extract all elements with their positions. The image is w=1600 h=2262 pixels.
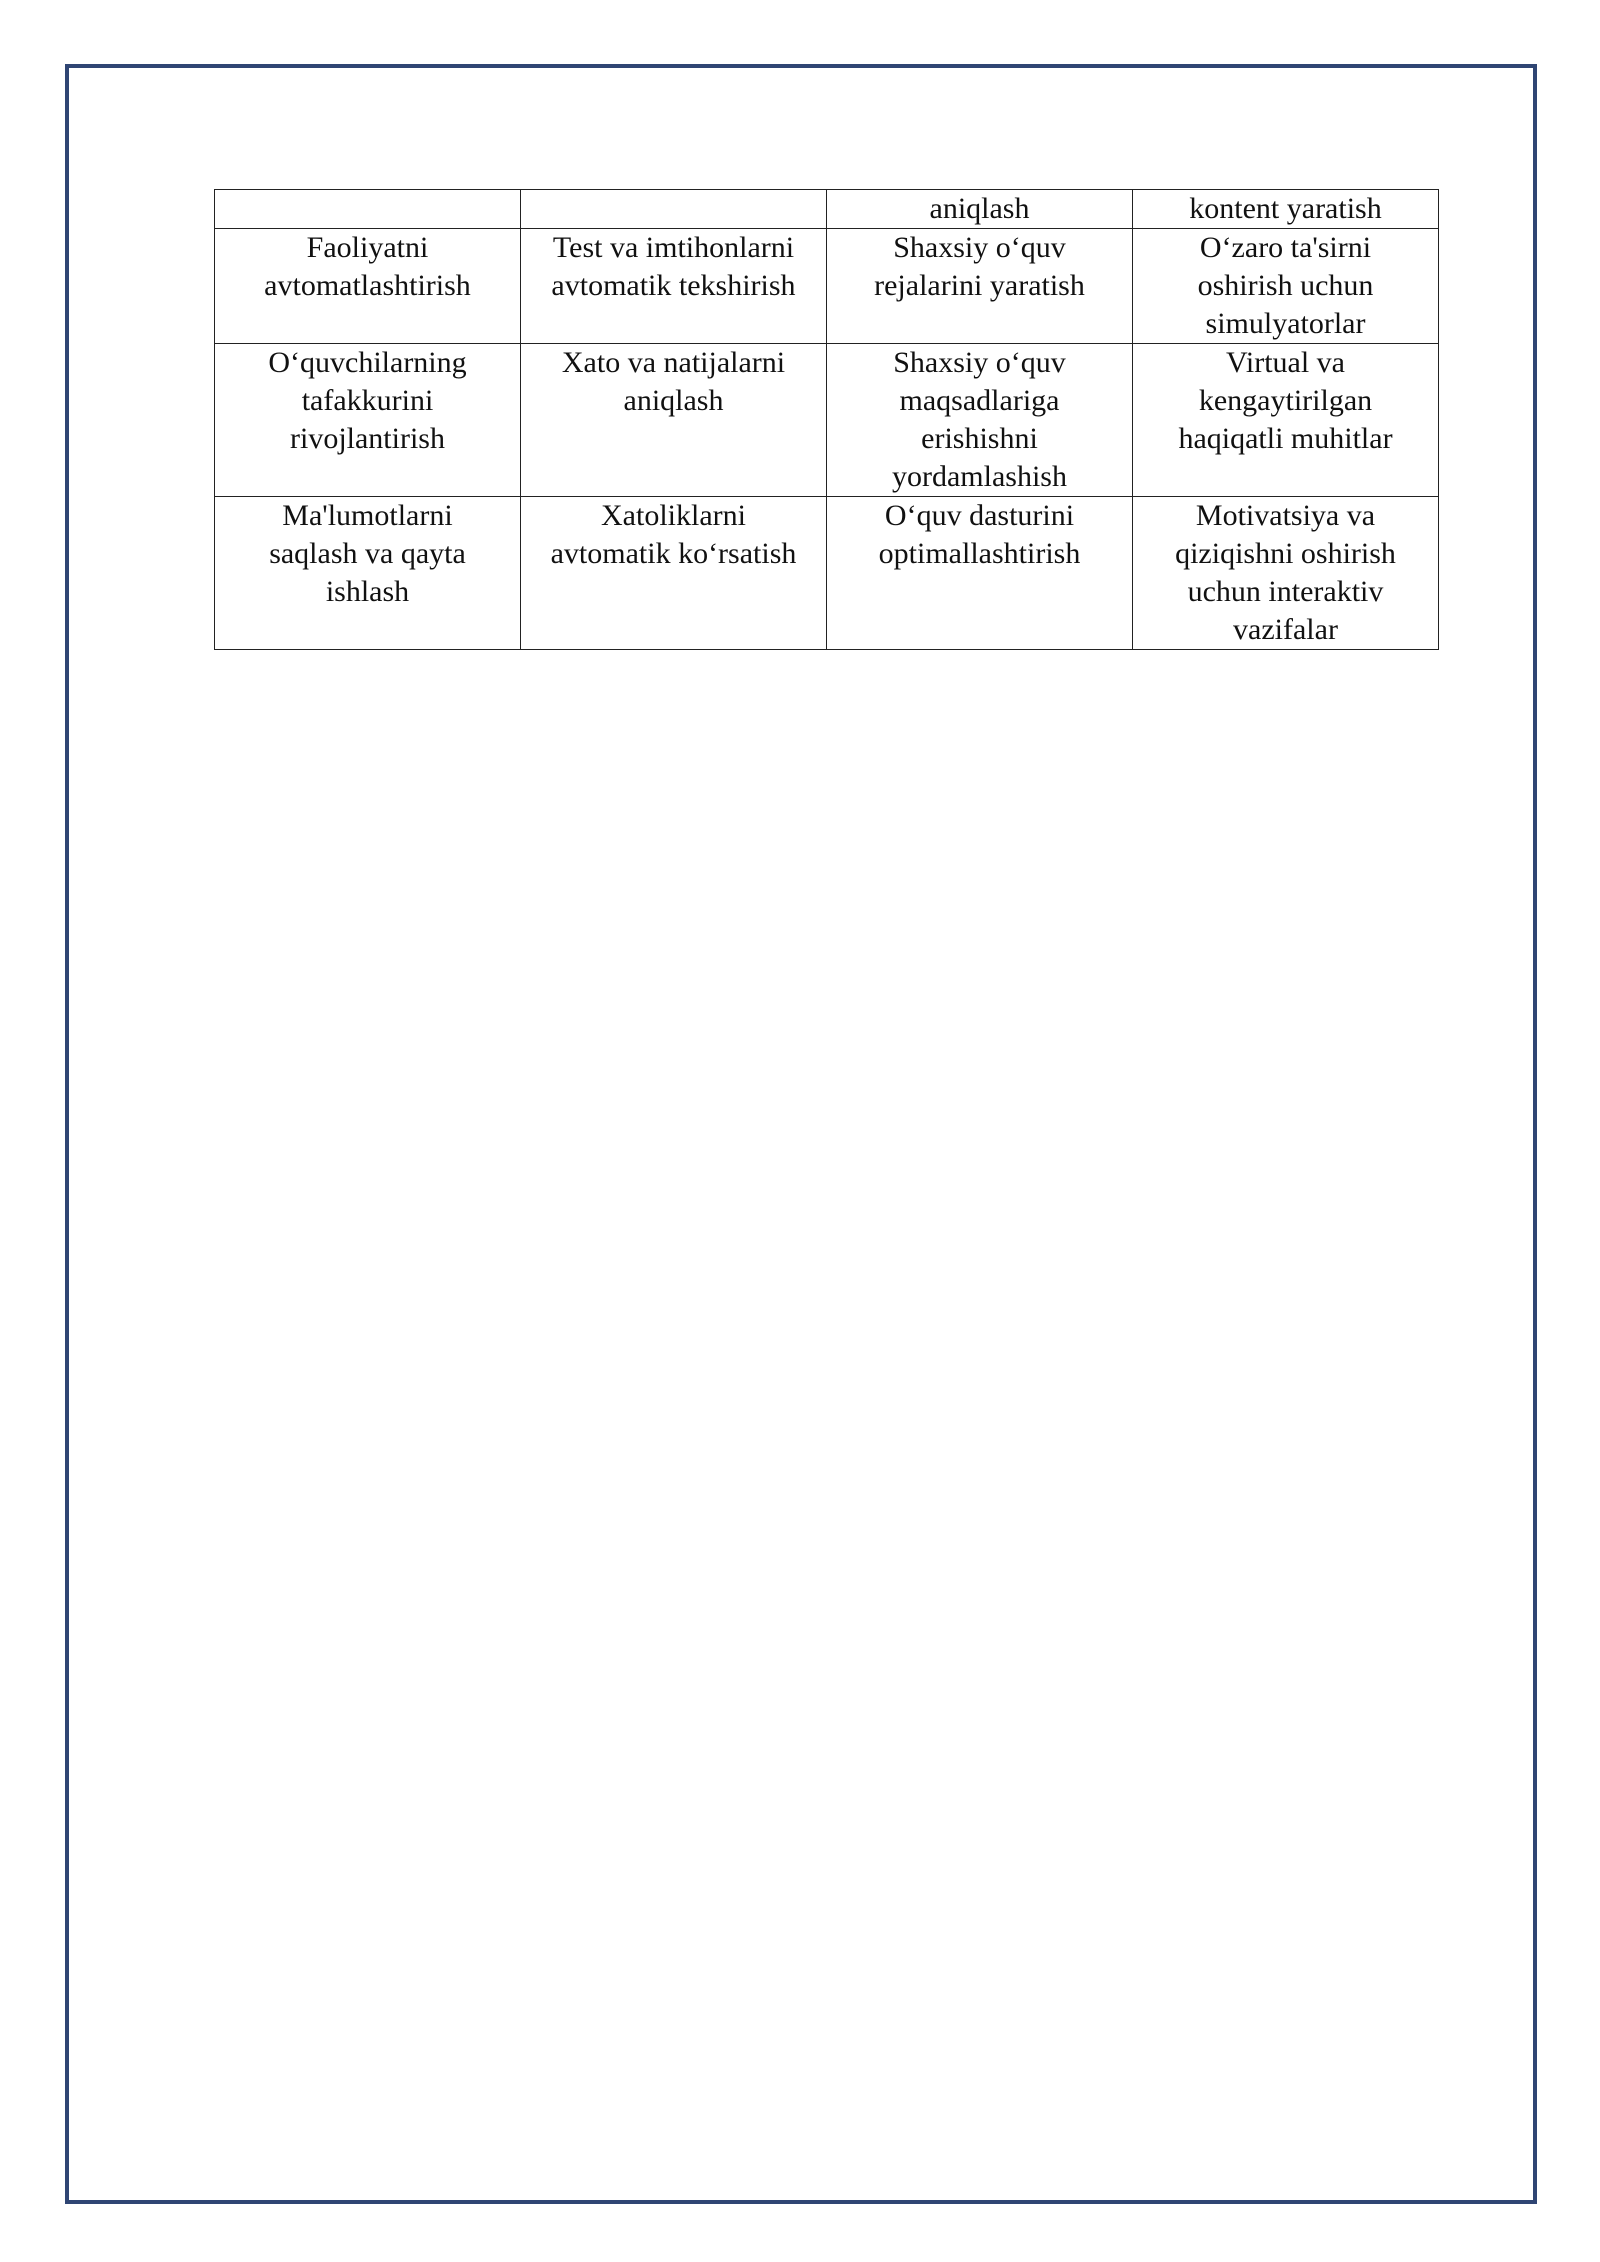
- table-row: [215, 497, 1439, 650]
- cell-text: erishishni: [921, 422, 1038, 455]
- table-cell: [521, 229, 827, 344]
- table-cell: [215, 497, 521, 650]
- cell-text: vazifalar: [1233, 613, 1338, 646]
- cell-text: qiziqishni oshirish: [1175, 537, 1396, 570]
- cell-text: saqlash va qayta: [269, 537, 466, 570]
- cell-text: kontent yaratish: [1189, 192, 1382, 225]
- content-table: [214, 189, 1439, 650]
- cell-text: Motivatsiya va: [1195, 499, 1376, 532]
- cell-text: maqsadlariga: [899, 384, 1060, 417]
- table-cell: [1133, 190, 1439, 229]
- cell-text: tafakkurini: [301, 384, 434, 417]
- table-cell: [1133, 344, 1439, 497]
- cell-text: Shaxsiy o‘quv: [893, 231, 1066, 264]
- table-cell: [827, 497, 1133, 650]
- cell-text: kengaytirilgan: [1198, 384, 1373, 417]
- cell-text: Xato va natijalarni: [561, 346, 786, 379]
- table-row: [215, 190, 1439, 229]
- cell-text: yordamlashish: [892, 460, 1067, 493]
- cell-text: aniqlash: [929, 192, 1030, 225]
- table-row: [215, 229, 1439, 344]
- cell-text: Faoliyatni: [306, 231, 429, 264]
- cell-text: avtomatik tekshirish: [551, 269, 796, 302]
- table-cell: [215, 190, 521, 229]
- cell-text: Test va imtihonlarni: [552, 231, 795, 264]
- table-cell: [827, 344, 1133, 497]
- cell-text: simulyatorlar: [1205, 307, 1366, 340]
- cell-text: optimallashtirish: [878, 537, 1081, 570]
- table-cell: [521, 190, 827, 229]
- table-cell: [1133, 229, 1439, 344]
- cell-text: uchun interaktiv: [1187, 575, 1384, 608]
- cell-text: haqiqatli muhitlar: [1178, 422, 1393, 455]
- cell-text: avtomatik ko‘rsatish: [550, 537, 797, 570]
- cell-text: aniqlash: [623, 384, 724, 417]
- cell-text: Xatoliklarni: [601, 499, 746, 532]
- table-cell: [521, 497, 827, 650]
- cell-text: rivojlantirish: [290, 422, 445, 455]
- cell-text: rejalarini yaratish: [874, 269, 1085, 302]
- cell-text: Shaxsiy o‘quv: [893, 346, 1066, 379]
- table-cell: [215, 229, 521, 344]
- cell-text: ishlash: [325, 575, 410, 608]
- cell-text: O‘quv dasturini: [884, 499, 1075, 532]
- table-cell: [215, 344, 521, 497]
- cell-text: O‘zaro ta'sirni: [1199, 231, 1372, 264]
- table-cell: [827, 190, 1133, 229]
- cell-text: O‘quvchilarning: [268, 346, 467, 379]
- cell-text: avtomatlashtirish: [264, 269, 471, 302]
- table-cell: [827, 229, 1133, 344]
- table-cell: [1133, 497, 1439, 650]
- table-cell: [521, 344, 827, 497]
- cell-text: Ma'lumotlarni: [282, 499, 453, 532]
- cell-text: Virtual va: [1226, 346, 1345, 379]
- cell-text: oshirish uchun: [1197, 269, 1374, 302]
- table-row: [215, 344, 1439, 497]
